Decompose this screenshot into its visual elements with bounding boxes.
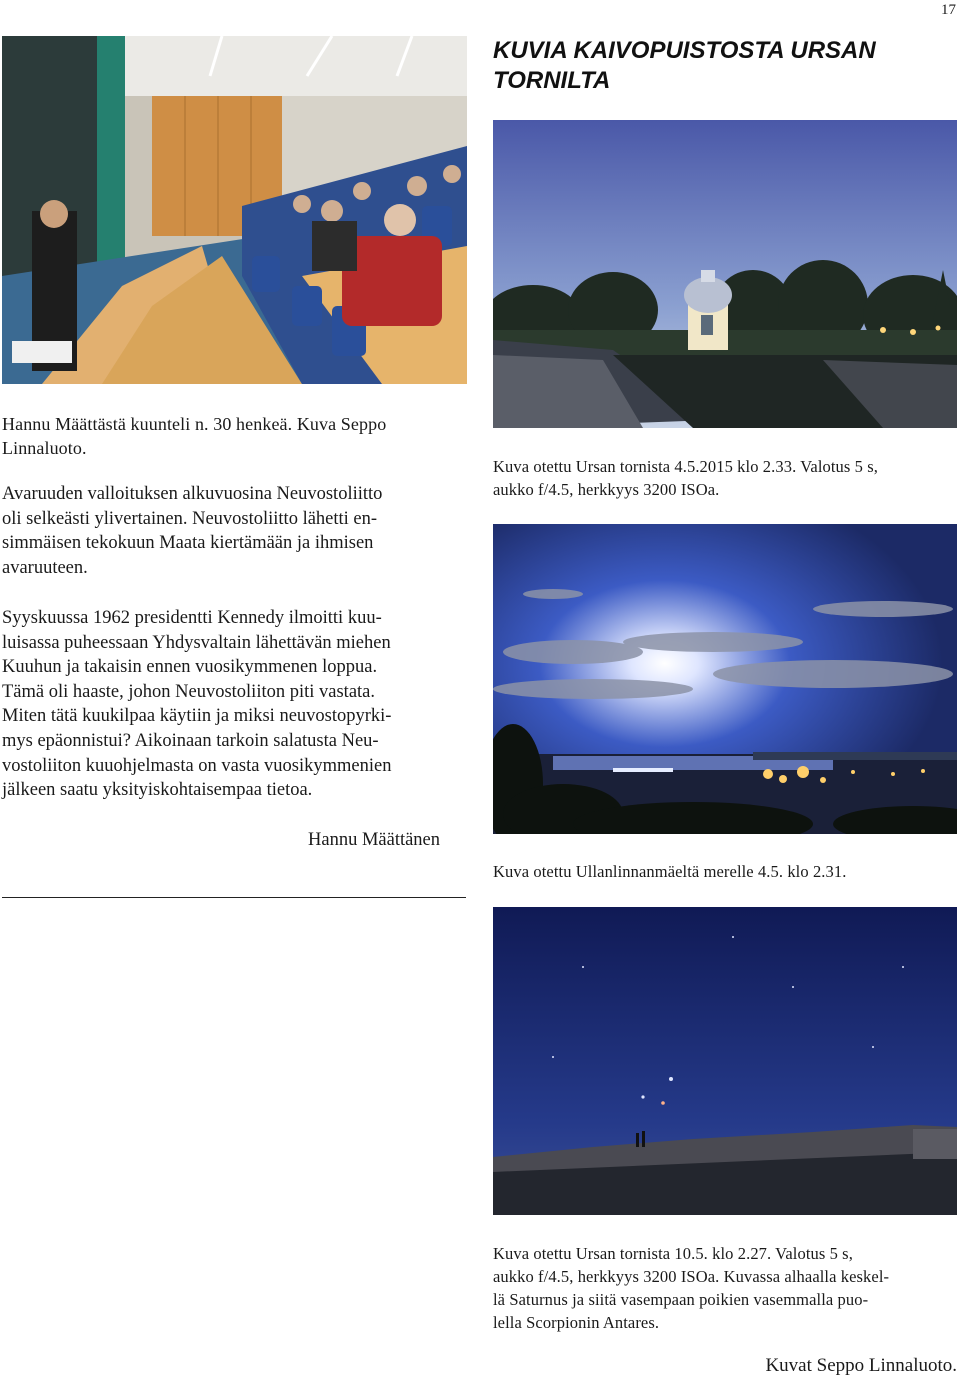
photo2-caption: [493, 860, 846, 883]
author-signature: Hannu Määttänen: [308, 830, 441, 850]
caption-line: Kuva otettu Ursan tornista 10.5. klo 2.27. Valotus 5 s,: [493, 1244, 853, 1263]
moon-over-sea-photo: [493, 524, 957, 834]
text-line: vostoliiton kuuohjelmasta on vasta vuosikymmenien: [2, 755, 392, 776]
text-line: Syyskuussa 1962 presidentti Kennedy ilmoitti kuu-: [2, 608, 382, 628]
text-line: Avaruuden valloituksen alkuvuosina Neuvostoliitto: [2, 484, 383, 504]
text-line: Miten tätä kuukilpaa käytiin ja miksi neuvostopyrki-: [2, 706, 392, 727]
text-line: mys epäonnistui? Aikoinaan tarkoin salatusta Neu-: [2, 730, 379, 751]
text-line: Kuuhun ja takaisin ennen vuosikymmenen loppua.: [2, 657, 378, 678]
caption-line: Kuva otettu Ursan tornista 4.5.2015 klo 2.33. Valotus 5 s,: [493, 457, 878, 476]
text-line: Tämä oli haaste, johon Neuvostoliiton piti vastata.: [2, 681, 376, 702]
lecture-photo-caption: [2, 412, 386, 460]
title-line: TORNILTA: [493, 67, 611, 94]
text-line: avaruuteen.: [2, 557, 88, 578]
photo1-caption: [493, 455, 878, 501]
lecture-hall-photo: [2, 36, 467, 384]
text-line: luisassa puheessaan Yhdysvaltain lähettävän miehen: [2, 632, 391, 653]
photo-credit: Kuvat Seppo Linnaluoto.: [765, 1355, 957, 1376]
page-number: 17: [941, 2, 956, 18]
caption-line: lella Scorpionin Antares.: [493, 1313, 660, 1332]
caption-line: aukko f/4.5, herkkyys 3200 ISOa.: [493, 480, 720, 499]
caption-line: lä Saturnus ja siitä vasempaan poikien vasemmalla puo-: [493, 1290, 869, 1309]
caption-line: Hannu Määttästä kuunteli n. 30 henkeä. Kuva Seppo: [2, 414, 387, 434]
body-paragraph: [2, 606, 392, 803]
text-line: oli selkeästi ylivertainen. Neuvostoliitto lähetti en-: [2, 508, 378, 529]
title-line: KUVIA KAIVOPUISTOSTA URSAN: [493, 37, 876, 64]
text-line: simmäisen tekokuun Maata kiertämään ja ihmisen: [2, 533, 374, 554]
observatory-dusk-photo: [493, 120, 957, 428]
intro-paragraph: [2, 482, 382, 580]
caption-line: Kuva otettu Ullanlinnanmäeltä merelle 4.5. klo 2.31.: [493, 862, 847, 881]
section-divider: [2, 897, 466, 898]
night-sky-photo: [493, 907, 957, 1215]
photo3-caption: [493, 1242, 889, 1334]
article-title: [493, 36, 933, 96]
text-line: jälkeen saatu yksityiskohtaisempaa tietoa.: [2, 780, 313, 801]
caption-line: aukko f/4.5, herkkyys 3200 ISOa. Kuvassa alhaalla keskel-: [493, 1267, 890, 1286]
caption-line: Linnaluoto.: [2, 438, 87, 458]
